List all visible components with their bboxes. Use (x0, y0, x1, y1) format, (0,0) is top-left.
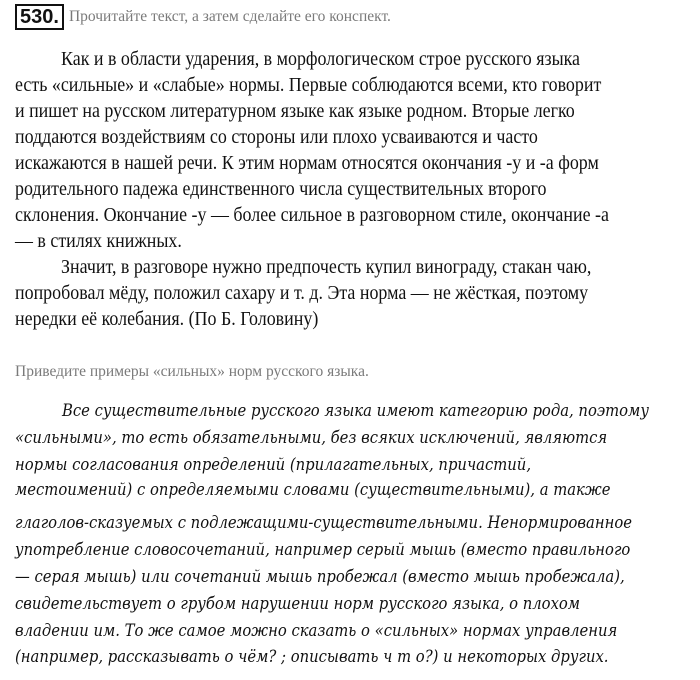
answer-line: употребление словосочетаний, например серый мышь (вместо правильного (15, 540, 631, 560)
text-line: искажаются в нашей речи. К этим нормам относятся окончания -у и -а форм (15, 153, 599, 174)
answer-line: «сильными», то есть обязательными, без всяких исключений, являются (15, 428, 608, 448)
exercise-number: 530. (15, 4, 64, 30)
answer-line: — серая мышь) или сочетаний мышь пробежал (вместо мышь пробежала), (15, 567, 625, 587)
text-line: склонения. Окончание -у — более сильное в разговорном стиле, окончание -а (15, 205, 609, 226)
answer-line: Все существительные русского языка имеют категорию рода, поэтому (62, 401, 649, 421)
answer-line: нормы согласования определений (прилагательных, причастий, (15, 455, 532, 475)
task-prompt: Приведите примеры «сильных» норм русского языка. (15, 363, 369, 380)
answer-line: глаголов-сказуемых с подлежащими-существительными. Ненормированное (15, 513, 632, 533)
answer-line: свидетельствует о грубом нарушении норм русского языка, о плохом (15, 594, 581, 614)
answer-line: владении им. То же самое можно сказать о «сильных» нормах управления (15, 621, 618, 641)
text-line: Как и в области ударения, в морфологическом строе русского языка (61, 49, 581, 70)
text-line: родительного падежа единственного числа существительных второго (15, 179, 547, 200)
text-line: есть «сильные» и «слабые» нормы. Первые соблюдаются всеми, кто говорит (15, 75, 602, 96)
text-line: — в стилях книжных. (15, 231, 182, 252)
text-line: нередки её колебания. (По Б. Головину) (15, 309, 319, 330)
text-line: поддаются воздействиям со стороны или плохо усваиваются и часто (15, 127, 538, 148)
answer-line: местоимений) с определяемыми словами (существительными), а также (15, 480, 611, 500)
text-line: Значит, в разговоре нужно предпочесть купил винограду, стакан чаю, (61, 257, 592, 278)
answer-line: (например, рассказывать о чём? ; описывать ч т о?) и некоторых других. (15, 647, 609, 667)
exercise-instruction: Прочитайте текст, а затем сделайте его конспект. (68, 8, 391, 25)
text-line: и пишет на русском литературном языке как языке родном. Вторые легко (15, 101, 575, 122)
text-line: попробовал мёду, положил сахару и т. д. Эта норма — не жёсткая, поэтому (15, 283, 589, 304)
exercise-header (15, 4, 391, 30)
